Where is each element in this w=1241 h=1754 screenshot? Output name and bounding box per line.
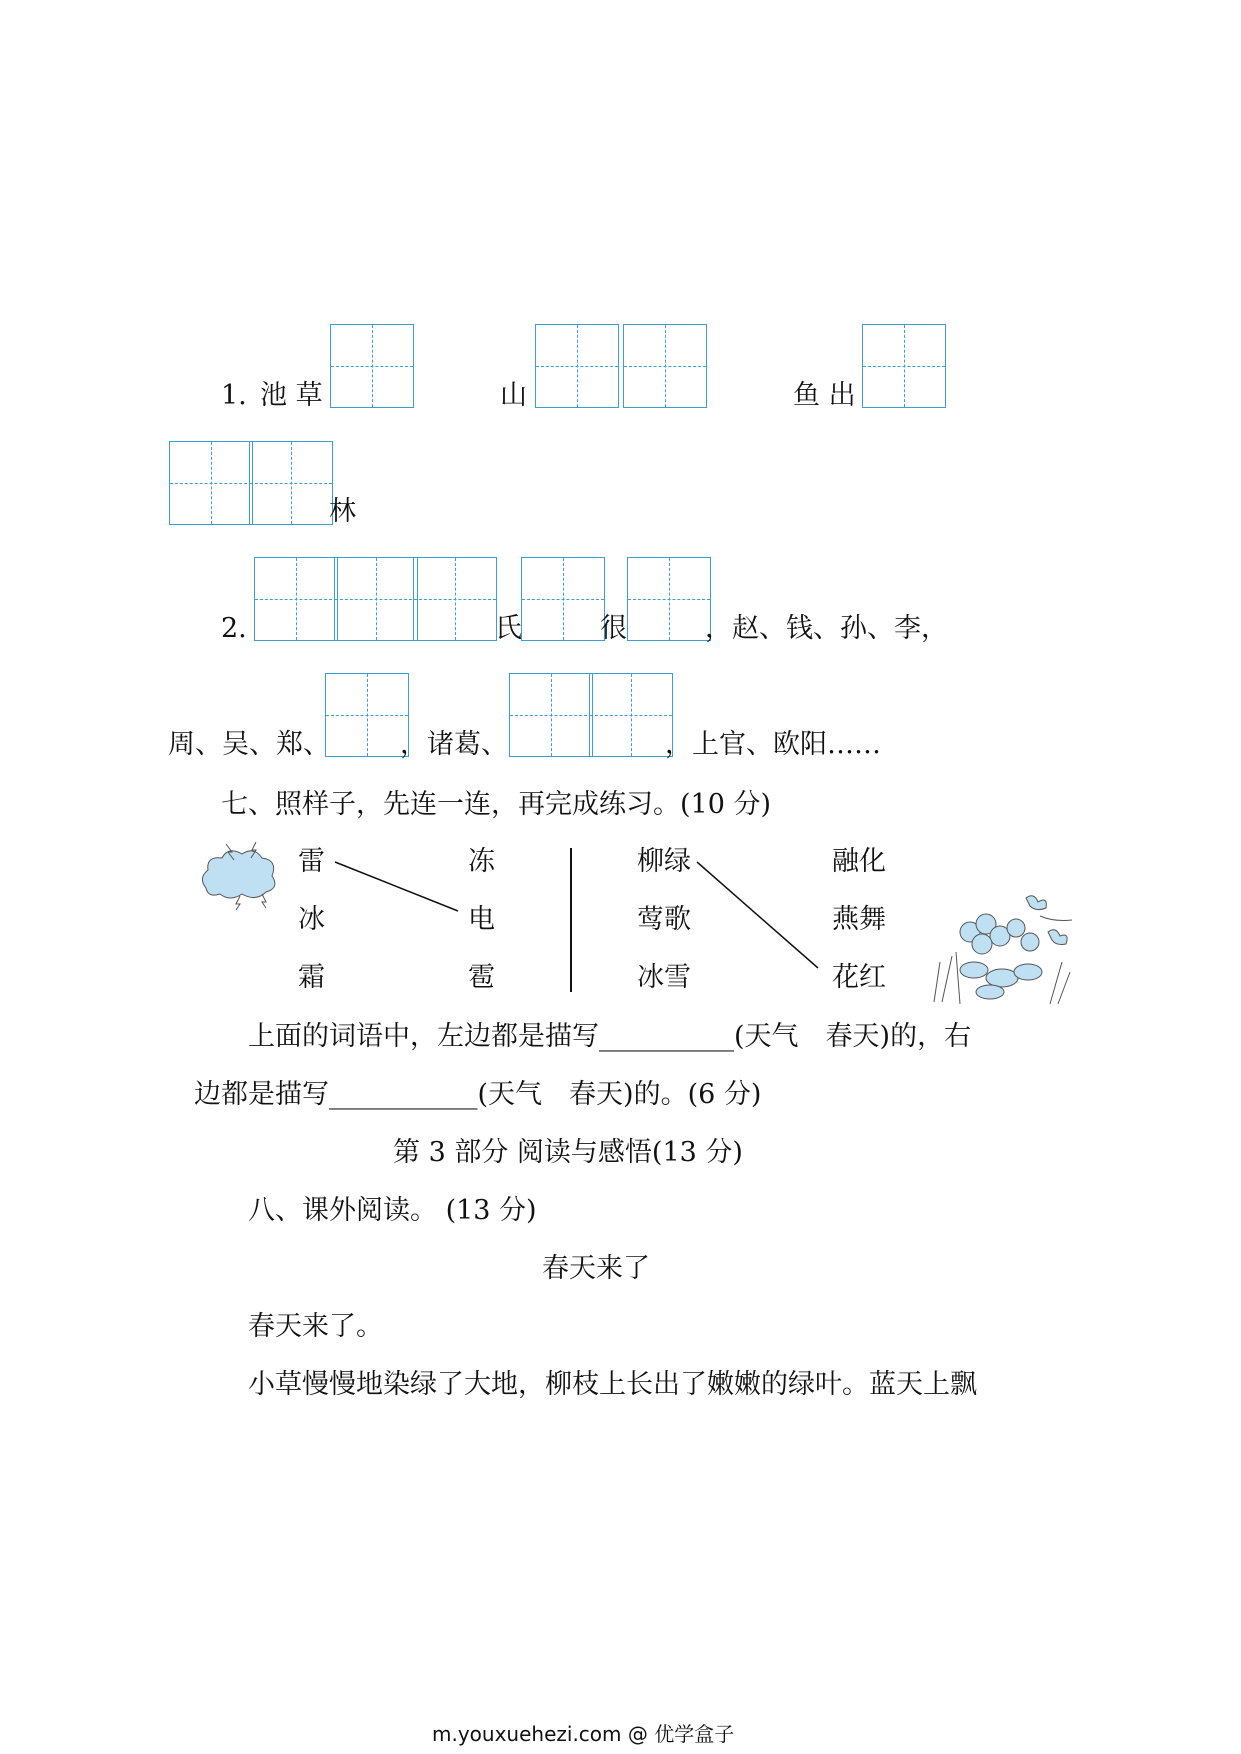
- q2-text-surnames: ，赵、钱、孙、李，: [705, 613, 948, 644]
- q2-text-shi: 氏: [495, 613, 522, 644]
- left-col2-word-2[interactable]: 雹: [468, 962, 495, 993]
- q7-fill-line1: 上面的词语中，左边都是描写__________(天气 春天)的，右: [248, 1021, 972, 1052]
- q2-text-hen: 很: [600, 613, 627, 644]
- part3-heading: 第 3 部分 阅读与感悟(13 分): [393, 1137, 743, 1168]
- q7-title: 七、照样子，先连一连，再完成练习。(10 分): [221, 789, 772, 820]
- story-para-1: 春天来了。: [248, 1311, 383, 1342]
- q1-text-b: 山: [500, 380, 527, 411]
- q2-line2-end: ，上官、欧阳……: [665, 729, 881, 760]
- q8-title: 八、课外阅读。 (13 分): [248, 1195, 537, 1226]
- left-col1-word-2[interactable]: 霜: [298, 962, 325, 993]
- q7-fill-line2: 边都是描写___________(天气 春天)的。(6 分): [194, 1079, 762, 1110]
- left-col1-word-1[interactable]: 冰: [298, 904, 325, 935]
- q1-text-c: 鱼 出: [793, 380, 856, 411]
- left-col2-word-0[interactable]: 冻: [468, 846, 495, 877]
- q2-line2-start: 周、吴、郑、: [168, 729, 330, 760]
- right-col2-word-2[interactable]: 花红: [832, 962, 886, 993]
- example-connector-left: [335, 862, 458, 911]
- footer-watermark: m.youxuehezi.com @ 优学盒子: [432, 1722, 735, 1746]
- q1-text-d: 林: [329, 496, 356, 527]
- left-col1-word-0[interactable]: 雷: [298, 846, 325, 877]
- q1-text-a: 池 草: [260, 380, 323, 411]
- left-col2-word-1[interactable]: 电: [468, 904, 495, 935]
- right-col1-word-1[interactable]: 莺歌: [637, 904, 691, 935]
- right-col2-word-1[interactable]: 燕舞: [832, 904, 886, 935]
- story-para-2: 小草慢慢地染绿了大地，柳枝上长出了嫩嫩的绿叶。蓝天上飘: [248, 1369, 977, 1400]
- story-title: 春天来了: [542, 1253, 650, 1284]
- q1-number: 1.: [221, 380, 247, 411]
- right-col1-word-0[interactable]: 柳绿: [637, 846, 691, 877]
- spring-flowers-illustration: [930, 892, 1074, 1008]
- q2-line2-mid: ，诸葛、: [400, 729, 508, 760]
- right-col2-word-0[interactable]: 融化: [832, 846, 886, 877]
- right-col1-word-2[interactable]: 冰雪: [637, 962, 691, 993]
- example-connector-right: [697, 862, 818, 968]
- q2-number: 2.: [221, 613, 247, 644]
